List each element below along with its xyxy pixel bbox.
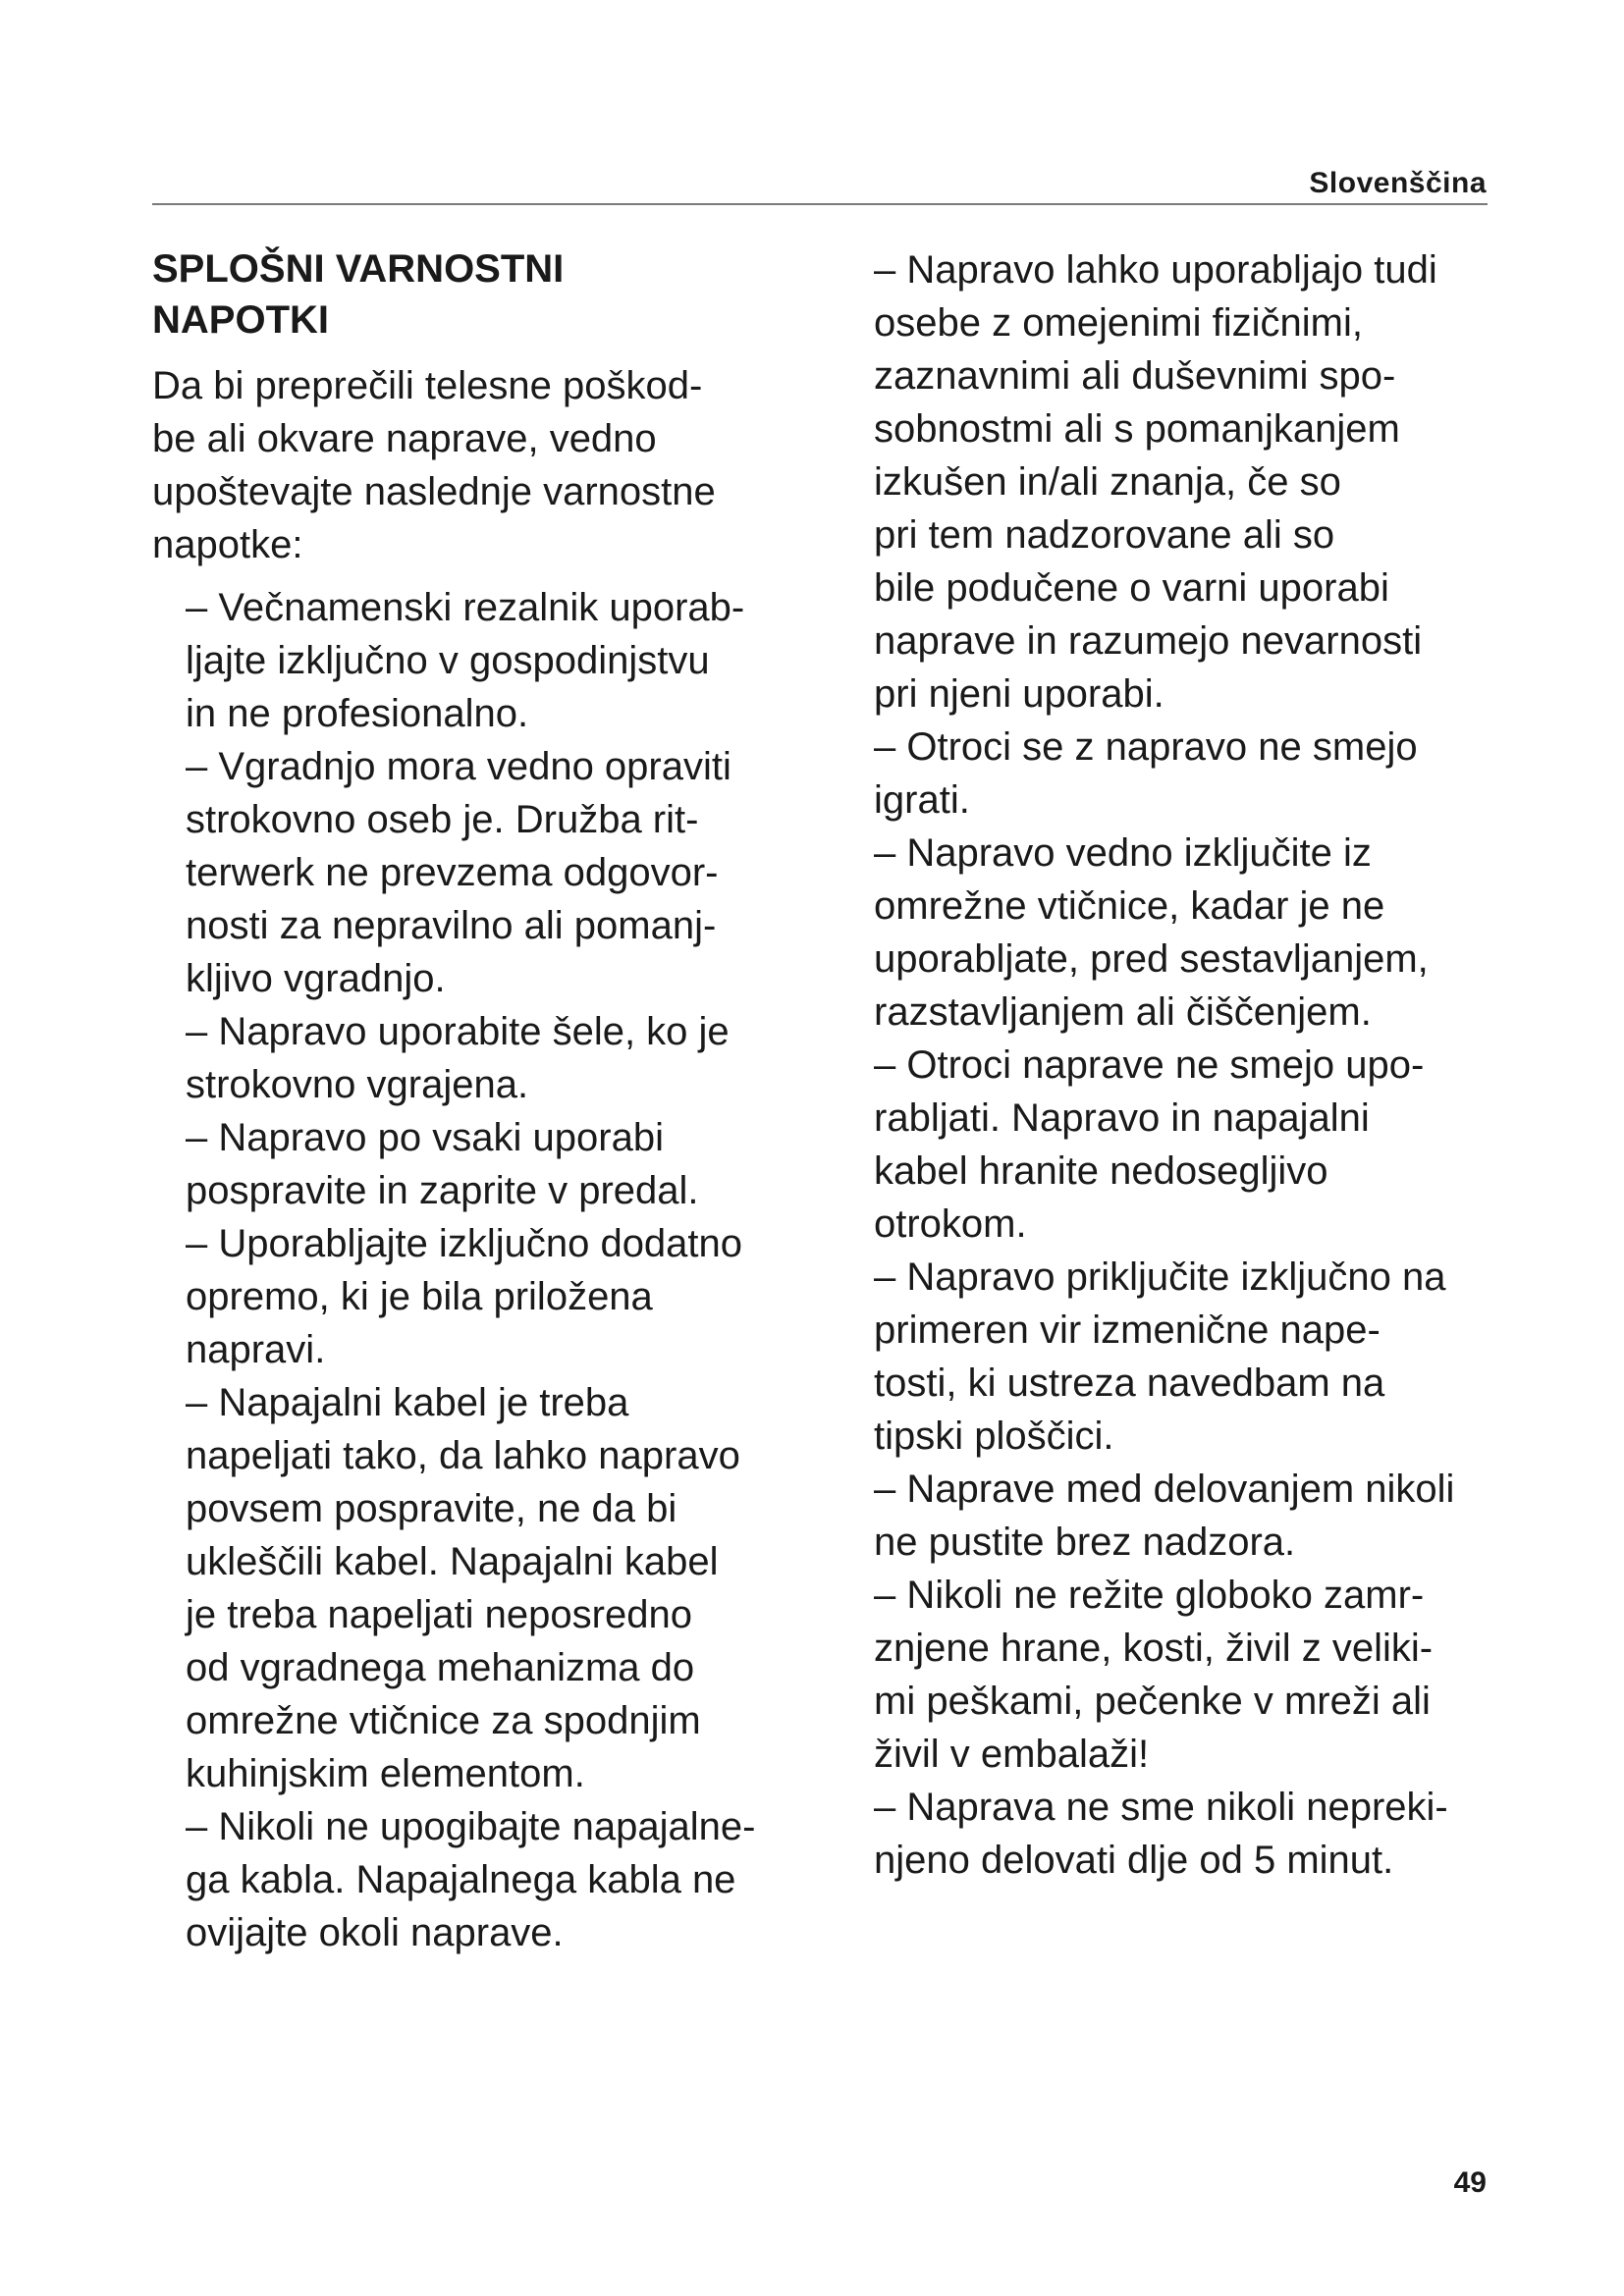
safety-item-line: je treba napeljati neposredno: [186, 1593, 692, 1636]
safety-item: [874, 1569, 1551, 1781]
safety-item-line: zaznavnimi ali duševnimi spo-: [874, 354, 1396, 398]
safety-item-line: igrati.: [874, 778, 970, 822]
intro-line: be ali okvare naprave, vedno: [152, 417, 657, 460]
safety-item-line: omrežne vtičnice, kadar je ne: [874, 884, 1385, 928]
safety-item-line: opremo, ki je bila priložena: [186, 1275, 653, 1318]
safety-item-line: nosti za nepravilno ali pomanj-: [186, 904, 717, 947]
safety-item-line: od vgradnega mehanizma do: [186, 1646, 695, 1689]
safety-item: [186, 1376, 839, 1800]
safety-item-line: pri tem nadzorovane ali so: [874, 513, 1335, 557]
safety-item-line: omrežne vtičnice za spodnjim: [186, 1699, 701, 1742]
safety-item: [186, 1005, 839, 1111]
safety-item-line: – Naprave med delovanjem nikoli: [874, 1468, 1455, 1511]
safety-item-line: strokovno oseb je. Družba rit-: [186, 798, 699, 841]
safety-item-line: bile podučene o varni uporabi: [874, 566, 1389, 610]
safety-item-line: uporabljate, pred sestavljanjem,: [874, 937, 1429, 981]
safety-item-line: sobnostmi ali s pomanjkanjem: [874, 407, 1400, 451]
safety-item-line: živil v embalaži!: [874, 1733, 1150, 1776]
safety-item: [874, 1781, 1551, 1887]
safety-item: [186, 1111, 839, 1217]
safety-item: [874, 1251, 1551, 1463]
safety-item-line: pospravite in zaprite v predal.: [186, 1169, 699, 1212]
safety-item-line: njeno delovati dlje od 5 minut.: [874, 1839, 1394, 1882]
language-label: Slovenščina: [1309, 167, 1487, 199]
safety-item-line: – Napravo po vsaki uporabi: [186, 1116, 664, 1159]
safety-item-line: tosti, ki ustreza navedbam na: [874, 1362, 1385, 1405]
safety-item: [186, 581, 839, 740]
safety-item-line: povsem pospravite, ne da bi: [186, 1487, 677, 1530]
safety-item-line: – Nikoli ne režite globoko zamr-: [874, 1574, 1425, 1617]
safety-item-line: mi peškami, pečenke v mreži ali: [874, 1680, 1431, 1723]
safety-item: [186, 1800, 839, 1959]
safety-item-line: – Naprava ne sme nikoli nepreki-: [874, 1786, 1448, 1829]
title-line: NAPOTKI: [152, 298, 329, 342]
safety-item: [186, 740, 839, 1005]
right-safety-list: [874, 243, 1551, 1887]
safety-item-line: otrokom.: [874, 1202, 1027, 1246]
safety-item-line: – Večnamenski rezalnik uporab-: [186, 586, 745, 629]
safety-item: [186, 1217, 839, 1376]
safety-item-line: – Nikoli ne upogibajte napajalne-: [186, 1805, 756, 1848]
safety-item-line: razstavljanjem ali čiščenjem.: [874, 990, 1372, 1034]
safety-item: [874, 243, 1551, 721]
intro-line: upoštevajte naslednje varnostne: [152, 470, 716, 513]
safety-item-line: kuhinjskim elementom.: [186, 1752, 585, 1795]
safety-item-line: kljivo vgradnjo.: [186, 957, 446, 1000]
safety-item-line: – Vgradnjo mora vedno opraviti: [186, 745, 731, 788]
safety-item-line: – Napravo priključite izključno na: [874, 1255, 1446, 1299]
safety-item-line: kabel hranite nedosegljivo: [874, 1149, 1328, 1193]
safety-item-line: – Otroci naprave ne smejo upo-: [874, 1043, 1425, 1087]
safety-item-line: strokovno vgrajena.: [186, 1063, 529, 1106]
left-safety-list: [152, 581, 839, 1959]
right-column: [874, 243, 1551, 1887]
safety-item: [874, 1463, 1551, 1569]
safety-item: [874, 721, 1551, 827]
safety-item-line: – Uporabljajte izključno dodatno: [186, 1222, 743, 1265]
page-number: 49: [1453, 2166, 1487, 2199]
intro-paragraph: [152, 359, 839, 571]
safety-item-line: napravi.: [186, 1328, 326, 1371]
safety-item: [874, 1039, 1551, 1251]
safety-item-line: ga kabla. Napajalnega kabla ne: [186, 1858, 736, 1901]
safety-item-line: – Napravo lahko uporabljajo tudi: [874, 248, 1437, 292]
safety-item-line: pri njeni uporabi.: [874, 672, 1164, 716]
safety-item-line: rabljati. Napravo in napajalni: [874, 1096, 1370, 1140]
safety-item-line: osebe z omejenimi fizičnimi,: [874, 301, 1363, 345]
safety-item-line: ljajte izključno v gospodinjstvu: [186, 639, 710, 682]
safety-item-line: ukleščili kabel. Napajalni kabel: [186, 1540, 719, 1583]
safety-item-line: napeljati tako, da lahko napravo: [186, 1434, 740, 1477]
safety-item-line: naprave in razumejo nevarnosti: [874, 619, 1423, 663]
safety-item-line: znjene hrane, kosti, živil z veliki-: [874, 1627, 1434, 1670]
title-line: SPLOŠNI VARNOSTNI: [152, 247, 565, 291]
section-title: [152, 243, 839, 346]
safety-item-line: izkušen in/ali znanja, če so: [874, 460, 1341, 504]
safety-item-line: – Napravo uporabite šele, ko je: [186, 1010, 730, 1053]
intro-line: napotke:: [152, 523, 303, 566]
header-divider: [152, 203, 1488, 205]
safety-item-line: terwerk ne prevzema odgovor-: [186, 851, 719, 894]
safety-item-line: – Napravo vedno izključite iz: [874, 831, 1372, 875]
safety-item-line: – Napajalni kabel je treba: [186, 1381, 629, 1424]
safety-item-line: tipski ploščici.: [874, 1415, 1114, 1458]
safety-item-line: in ne profesionalno.: [186, 692, 529, 735]
left-column: [152, 243, 839, 1959]
safety-item-line: – Otroci se z napravo ne smejo: [874, 725, 1418, 769]
safety-item-line: ne pustite brez nadzora.: [874, 1521, 1296, 1564]
safety-item-line: primeren vir izmenične nape-: [874, 1308, 1380, 1352]
intro-line: Da bi preprečili telesne poškod-: [152, 364, 703, 407]
safety-item-line: ovijajte okoli naprave.: [186, 1911, 564, 1954]
safety-item: [874, 827, 1551, 1039]
